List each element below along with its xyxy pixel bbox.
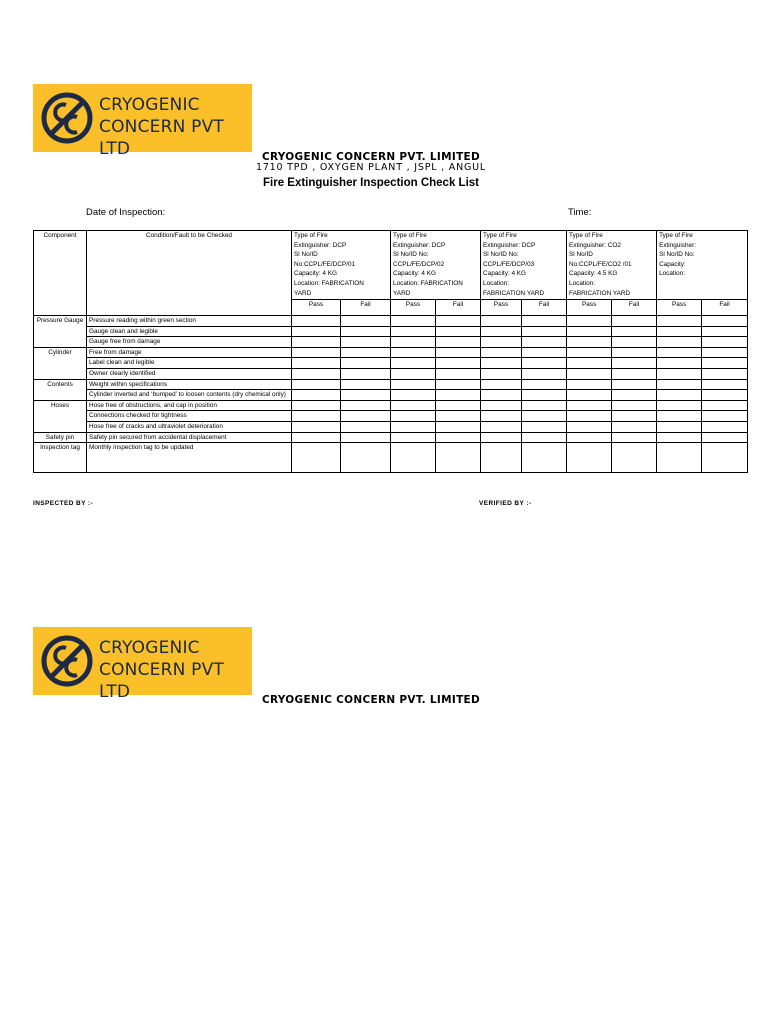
pass-checkbox-cell[interactable] [567, 400, 612, 411]
fail-checkbox-cell[interactable] [612, 368, 657, 379]
fail-header: Fail [522, 300, 567, 316]
extinguisher-header [481, 231, 567, 300]
pass-checkbox-cell[interactable] [481, 337, 522, 348]
pass-checkbox-cell[interactable] [292, 347, 341, 358]
company-logo [33, 84, 252, 159]
condition-cell: Hose free of cracks and ultraviolet deterioration [87, 421, 292, 432]
component-cell: Contents [34, 379, 87, 400]
pass-header: Pass [657, 300, 702, 316]
component-cell: Inspection tag [34, 443, 87, 473]
pass-header: Pass [292, 300, 341, 316]
pass-checkbox-cell[interactable] [391, 316, 436, 327]
pass-checkbox-cell[interactable] [391, 337, 436, 348]
condition-cell: Hose free of obstructions, and cap in position [87, 400, 292, 411]
pass-header: Pass [567, 300, 612, 316]
fail-checkbox-cell[interactable] [702, 400, 748, 411]
fail-checkbox-cell[interactable] [522, 316, 567, 327]
extinguisher-detail: Location: [659, 270, 685, 278]
component-cell: Hoses [34, 400, 87, 432]
extinguisher-detail: Capacity: [659, 260, 686, 268]
pass-checkbox-cell[interactable] [567, 411, 612, 422]
fail-checkbox-cell[interactable] [702, 368, 748, 379]
extinguisher-detail: Location: [569, 279, 595, 287]
fail-checkbox-cell[interactable] [522, 411, 567, 422]
fail-checkbox-cell[interactable] [436, 421, 481, 432]
fail-checkbox-cell[interactable] [702, 347, 748, 358]
pass-checkbox-cell[interactable] [657, 390, 702, 401]
extinguisher-detail: No:CCPL/FE/DCP/01 [294, 260, 356, 268]
fail-checkbox-cell[interactable] [436, 443, 481, 473]
fail-checkbox-cell[interactable] [436, 316, 481, 327]
pass-checkbox-cell[interactable] [481, 368, 522, 379]
fail-checkbox-cell[interactable] [612, 432, 657, 443]
fail-checkbox-cell[interactable] [612, 347, 657, 358]
pass-checkbox-cell[interactable] [657, 443, 702, 473]
pass-checkbox-cell[interactable] [292, 368, 341, 379]
pass-checkbox-cell[interactable] [292, 432, 341, 443]
fail-checkbox-cell[interactable] [612, 358, 657, 369]
fail-checkbox-cell[interactable] [612, 316, 657, 327]
date-of-inspection-label: Date of Inspection: [86, 207, 166, 218]
pass-checkbox-cell[interactable] [292, 358, 341, 369]
pass-checkbox-cell[interactable] [657, 421, 702, 432]
pass-checkbox-cell[interactable] [567, 358, 612, 369]
fail-checkbox-cell[interactable] [702, 337, 748, 348]
pass-checkbox-cell[interactable] [657, 411, 702, 422]
fail-checkbox-cell[interactable] [341, 358, 391, 369]
pass-checkbox-cell[interactable] [391, 432, 436, 443]
pass-checkbox-cell[interactable] [391, 379, 436, 390]
extinguisher-detail: YARD [393, 289, 411, 297]
fail-checkbox-cell[interactable] [436, 379, 481, 390]
condition-cell: Cylinder inverted and ‘bumped’ to loosen contents (dry chemical only) [87, 390, 292, 401]
fail-checkbox-cell[interactable] [612, 411, 657, 422]
fail-checkbox-cell[interactable] [436, 337, 481, 348]
table-row [34, 443, 748, 473]
table-row [34, 316, 748, 327]
company-logo-page2 [33, 627, 252, 702]
company-name: CRYOGENIC CONCERN PVT. LIMITED [261, 151, 481, 163]
fail-checkbox-cell[interactable] [436, 400, 481, 411]
pass-checkbox-cell[interactable] [481, 443, 522, 473]
fail-checkbox-cell[interactable] [522, 400, 567, 411]
fail-checkbox-cell[interactable] [702, 443, 748, 473]
component-cell: Safety pin [34, 432, 87, 443]
pass-checkbox-cell[interactable] [391, 443, 436, 473]
pass-checkbox-cell[interactable] [391, 421, 436, 432]
fail-checkbox-cell[interactable] [702, 326, 748, 337]
pass-checkbox-cell[interactable] [481, 326, 522, 337]
pass-checkbox-cell[interactable] [292, 326, 341, 337]
fail-checkbox-cell[interactable] [702, 358, 748, 369]
fail-checkbox-cell[interactable] [702, 421, 748, 432]
pass-checkbox-cell[interactable] [657, 316, 702, 327]
pass-checkbox-cell[interactable] [567, 368, 612, 379]
extinguisher-detail: Type of Fire [659, 232, 693, 239]
pass-checkbox-cell[interactable] [567, 316, 612, 327]
extinguisher-detail: CCPL/FE/DCP/02 [393, 260, 445, 268]
condition-header: Condition/Fault to be Checked [87, 231, 292, 316]
site-address: 1710 TPD , OXYGEN PLANT , JSPL , ANGUL [255, 162, 486, 173]
pass-checkbox-cell[interactable] [481, 390, 522, 401]
table-row [34, 379, 748, 390]
condition-cell: Label clean and legible [87, 358, 292, 369]
pass-checkbox-cell[interactable] [292, 400, 341, 411]
fail-checkbox-cell[interactable] [341, 432, 391, 443]
pass-checkbox-cell[interactable] [657, 358, 702, 369]
extinguisher-detail: Capacity: 4.5 KG [569, 270, 618, 278]
extinguisher-detail: Type of Fire [569, 232, 603, 239]
fail-header: Fail [612, 300, 657, 316]
extinguisher-detail: Sl No/ID [569, 251, 593, 259]
fail-checkbox-cell[interactable] [341, 379, 391, 390]
pass-checkbox-cell[interactable] [657, 337, 702, 348]
table-row [34, 368, 748, 379]
fail-checkbox-cell[interactable] [341, 390, 391, 401]
fail-checkbox-cell[interactable] [612, 379, 657, 390]
table-row [34, 337, 748, 348]
fail-checkbox-cell[interactable] [612, 390, 657, 401]
extinguisher-detail: YARD [294, 289, 312, 297]
extinguisher-detail: Extinguisher: DCP [294, 241, 347, 249]
extinguisher-detail: CCPL/FE/DCP/03 [483, 260, 535, 268]
extinguisher-detail: Capacity: 4 KG [393, 270, 436, 278]
table-header-row [34, 231, 748, 300]
pass-checkbox-cell[interactable] [567, 421, 612, 432]
condition-cell: Safety pin secured from accidental displacement [87, 432, 292, 443]
fail-checkbox-cell[interactable] [612, 337, 657, 348]
fail-checkbox-cell[interactable] [436, 390, 481, 401]
condition-cell: Weight within specifications [87, 379, 292, 390]
fail-checkbox-cell[interactable] [612, 421, 657, 432]
fail-checkbox-cell[interactable] [341, 368, 391, 379]
fail-checkbox-cell[interactable] [522, 443, 567, 473]
fail-checkbox-cell[interactable] [436, 347, 481, 358]
condition-cell: Owner clearly identified [87, 368, 292, 379]
extinguisher-detail: Location: [483, 279, 509, 287]
pass-checkbox-cell[interactable] [481, 411, 522, 422]
condition-cell: Gauge free from damage [87, 337, 292, 348]
condition-cell: Monthly inspection tag to be updated [87, 443, 292, 473]
pass-checkbox-cell[interactable] [481, 400, 522, 411]
extinguisher-header [567, 231, 657, 300]
extinguisher-header [292, 231, 391, 300]
pass-checkbox-cell[interactable] [657, 400, 702, 411]
inspected-by-label: INSPECTED BY :- [33, 500, 94, 507]
component-header: Component [34, 231, 87, 316]
fail-checkbox-cell[interactable] [341, 443, 391, 473]
pass-checkbox-cell[interactable] [292, 421, 341, 432]
pass-checkbox-cell[interactable] [567, 390, 612, 401]
pass-checkbox-cell[interactable] [481, 358, 522, 369]
table-row [34, 347, 748, 358]
verified-by-label: VERIFIED BY :- [479, 500, 532, 507]
fail-checkbox-cell[interactable] [436, 411, 481, 422]
condition-cell: Connections checked for tightness [87, 411, 292, 422]
fail-checkbox-cell[interactable] [341, 400, 391, 411]
fail-checkbox-cell[interactable] [522, 337, 567, 348]
extinguisher-detail: Location: FABRICATION [393, 279, 463, 287]
table-row [34, 390, 748, 401]
fail-checkbox-cell[interactable] [522, 379, 567, 390]
extinguisher-detail: Capacity: 4 KG [483, 270, 527, 278]
fail-checkbox-cell[interactable] [341, 411, 391, 422]
condition-cell: Gauge clean and legible [87, 326, 292, 337]
inspection-checklist-table [33, 230, 748, 473]
extinguisher-detail: Sl No/ID No: [393, 251, 429, 259]
pass-checkbox-cell[interactable] [567, 432, 612, 443]
extinguisher-detail: Type of Fire [483, 232, 517, 239]
fail-header: Fail [341, 300, 391, 316]
fail-checkbox-cell[interactable] [341, 316, 391, 327]
condition-cell: Free from damage [87, 347, 292, 358]
pass-checkbox-cell[interactable] [567, 443, 612, 473]
pass-checkbox-cell[interactable] [292, 443, 341, 473]
fail-checkbox-cell[interactable] [702, 390, 748, 401]
fail-checkbox-cell[interactable] [702, 379, 748, 390]
table-row [34, 358, 748, 369]
fail-checkbox-cell[interactable] [436, 326, 481, 337]
pass-checkbox-cell[interactable] [481, 347, 522, 358]
extinguisher-detail: Extinguisher: DCP [393, 241, 446, 249]
pass-checkbox-cell[interactable] [657, 379, 702, 390]
fail-checkbox-cell[interactable] [522, 390, 567, 401]
fail-checkbox-cell[interactable] [522, 326, 567, 337]
table-row [34, 326, 748, 337]
pass-checkbox-cell[interactable] [567, 337, 612, 348]
extinguisher-detail: Sl No/ID No: [659, 251, 695, 259]
pass-checkbox-cell[interactable] [567, 379, 612, 390]
fail-checkbox-cell[interactable] [341, 421, 391, 432]
cc-logo-icon [39, 633, 95, 689]
pass-header: Pass [391, 300, 436, 316]
pass-checkbox-cell[interactable] [391, 400, 436, 411]
fail-checkbox-cell[interactable] [341, 326, 391, 337]
extinguisher-detail: No:CCPL/FE/CO2 /01 [569, 260, 632, 268]
pass-checkbox-cell[interactable] [657, 347, 702, 358]
extinguisher-detail: Extinguisher: [659, 241, 697, 249]
extinguisher-detail: FABRICATION YARD [483, 289, 545, 297]
fail-checkbox-cell[interactable] [522, 358, 567, 369]
pass-checkbox-cell[interactable] [481, 432, 522, 443]
pass-checkbox-cell[interactable] [481, 421, 522, 432]
document-title: Fire Extinguisher Inspection Check List [263, 177, 479, 189]
table-row [34, 421, 748, 432]
fail-checkbox-cell[interactable] [612, 400, 657, 411]
component-cell: Cylinder [34, 347, 87, 379]
cc-logo-icon [39, 90, 95, 146]
company-name-page2: CRYOGENIC CONCERN PVT. LIMITED [261, 694, 481, 706]
pass-header: Pass [481, 300, 522, 316]
pass-checkbox-cell[interactable] [567, 347, 612, 358]
extinguisher-header [657, 231, 748, 300]
time-label: Time: [568, 207, 592, 218]
fail-checkbox-cell[interactable] [702, 316, 748, 327]
table-row [34, 411, 748, 422]
extinguisher-detail: Extinguisher: DCP [483, 241, 536, 249]
fail-checkbox-cell[interactable] [522, 432, 567, 443]
extinguisher-detail: Location: FABRICATION [294, 279, 364, 287]
fail-checkbox-cell[interactable] [341, 337, 391, 348]
pass-checkbox-cell[interactable] [391, 358, 436, 369]
pass-checkbox-cell[interactable] [292, 379, 341, 390]
extinguisher-detail: Sl No/ID No: [483, 251, 519, 259]
fail-checkbox-cell[interactable] [436, 432, 481, 443]
fail-header: Fail [702, 300, 748, 316]
fail-checkbox-cell[interactable] [436, 358, 481, 369]
extinguisher-detail: Type of Fire [294, 232, 328, 239]
fail-checkbox-cell[interactable] [341, 347, 391, 358]
logo-wordmark: CRYOGENIC CONCERN PVT LTD [99, 95, 224, 159]
fail-checkbox-cell[interactable] [522, 368, 567, 379]
fail-checkbox-cell[interactable] [612, 326, 657, 337]
pass-checkbox-cell[interactable] [657, 368, 702, 379]
table-row [34, 400, 748, 411]
extinguisher-detail: FABRICATION YARD [569, 289, 631, 297]
pass-checkbox-cell[interactable] [292, 337, 341, 348]
pass-checkbox-cell[interactable] [292, 411, 341, 422]
condition-cell: Pressure reading within green section [87, 316, 292, 327]
pass-checkbox-cell[interactable] [292, 316, 341, 327]
extinguisher-detail: Type of Fire [393, 232, 427, 239]
pass-checkbox-cell[interactable] [391, 411, 436, 422]
pass-checkbox-cell[interactable] [481, 316, 522, 327]
extinguisher-detail: Sl No/ID [294, 251, 318, 259]
fail-checkbox-cell[interactable] [522, 347, 567, 358]
fail-checkbox-cell[interactable] [702, 411, 748, 422]
pass-checkbox-cell[interactable] [391, 390, 436, 401]
component-cell: Pressure Gauge [34, 316, 87, 348]
extinguisher-detail: Capacity: 4 KG [294, 270, 337, 278]
pass-checkbox-cell[interactable] [391, 326, 436, 337]
pass-checkbox-cell[interactable] [567, 326, 612, 337]
fail-checkbox-cell[interactable] [612, 443, 657, 473]
extinguisher-detail: Extinguisher: CO2 [569, 241, 621, 249]
pass-checkbox-cell[interactable] [657, 326, 702, 337]
pass-checkbox-cell[interactable] [292, 390, 341, 401]
pass-checkbox-cell[interactable] [391, 368, 436, 379]
pass-checkbox-cell[interactable] [657, 432, 702, 443]
pass-checkbox-cell[interactable] [391, 347, 436, 358]
fail-checkbox-cell[interactable] [522, 421, 567, 432]
table-row [34, 432, 748, 443]
fail-checkbox-cell[interactable] [702, 432, 748, 443]
fail-header: Fail [436, 300, 481, 316]
logo-wordmark: CRYOGENIC CONCERN PVT LTD [99, 638, 224, 702]
fail-checkbox-cell[interactable] [436, 368, 481, 379]
extinguisher-header [391, 231, 481, 300]
pass-checkbox-cell[interactable] [481, 379, 522, 390]
